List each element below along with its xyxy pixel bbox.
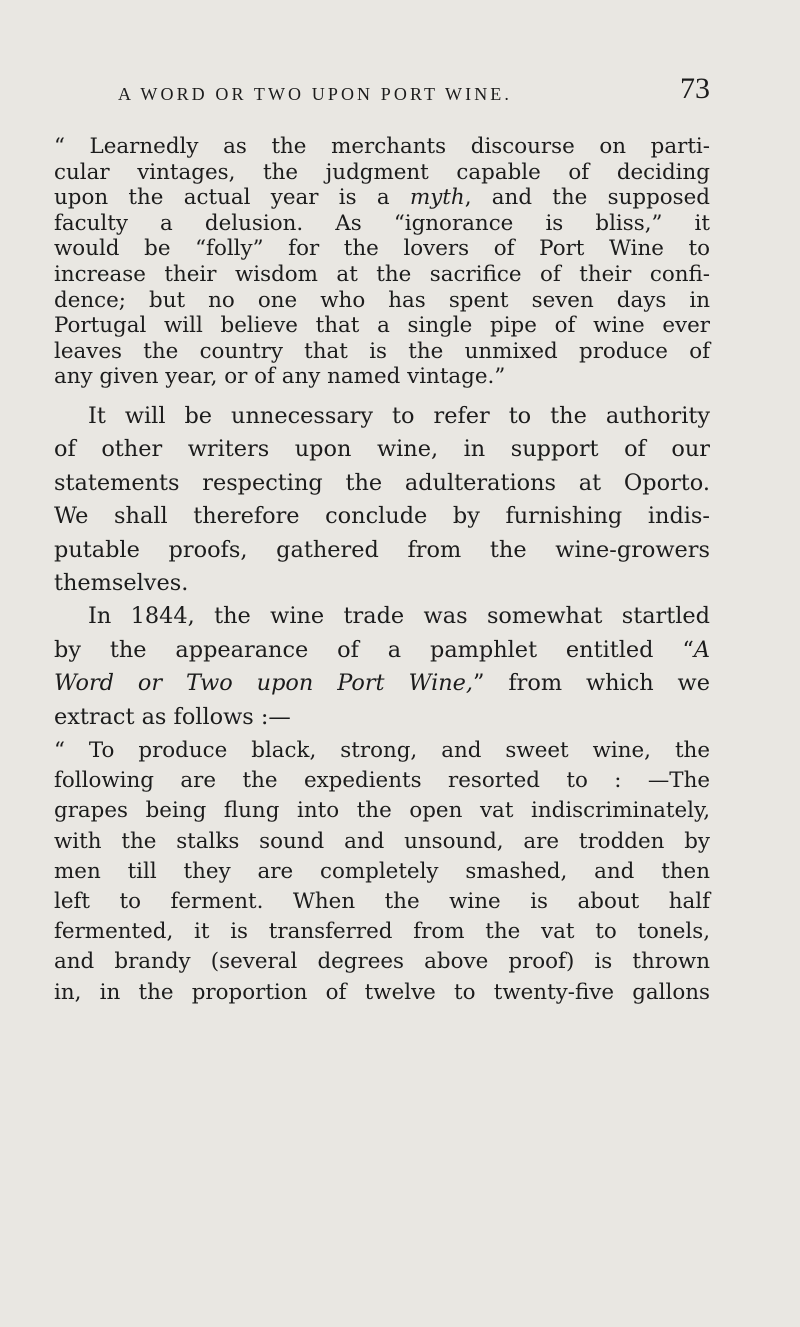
quote1-line: would be “folly” for the lovers of Port Wine to <box>54 236 710 262</box>
para2-text: by the appearance of a pamphlet entitled “ <box>54 636 694 663</box>
quote2-line: following are the expedients resorted to : —The <box>54 768 710 794</box>
para1-line: themselves. <box>54 569 189 596</box>
para1-line: putable proofs, gathered from the wine-growers <box>54 536 710 563</box>
quote1-line: “ Learnedly as the merchants discourse on parti- <box>54 134 710 159</box>
body-paragraph-2 <box>54 600 710 734</box>
page-header <box>118 72 710 118</box>
quote1-line: Portugal will believe that a single pipe of wine ever <box>54 313 710 339</box>
quote1-line: any given year, or of any named vintage.” <box>54 364 506 390</box>
running-title: A WORD OR TWO UPON PORT WINE. <box>118 84 513 104</box>
quote2-line: and brandy (several degrees above proof) is thrown <box>54 949 710 975</box>
quote2-line: in, in the proportion of twelve to twenty-five gallons <box>54 979 710 1005</box>
para1-line: of other writers upon wine, in support of our <box>54 436 710 463</box>
page-body <box>54 134 710 1008</box>
quote2-line: with the stalks sound and unsound, are trodden by <box>54 828 710 854</box>
quote1-line: cular vintages, the judgment capable of deciding <box>54 159 710 185</box>
para2-line: extract as follows :— <box>54 703 291 730</box>
quote1-line: faculty a delusion. As “ignorance is bliss,” it <box>54 210 710 236</box>
quote2-line: “ To produce black, strong, and sweet wine, the <box>54 738 710 763</box>
quote2-line: fermented, it is transferred from the vat to tonels, <box>54 919 710 945</box>
quote2-line: grapes being flung into the open vat indiscriminately, <box>54 798 710 824</box>
para2-line <box>54 634 710 667</box>
quote1-line: dence; but no one who has spent seven days in <box>54 287 710 313</box>
quote-paragraph-2 <box>54 736 710 1008</box>
quote2-line: left to ferment. When the wine is about half <box>54 889 710 915</box>
para1-line: We shall therefore conclude by furnishing indis- <box>54 503 710 530</box>
para1-line: It will be unnecessary to refer to the authority <box>88 402 710 429</box>
pamphlet-title-start: A <box>693 636 710 663</box>
quote2-line: men till they are completely smashed, and then <box>54 858 710 884</box>
quote-paragraph-1 <box>54 134 710 390</box>
quote1-line: upon the actual year is a myth, and the supposed <box>54 185 710 211</box>
body-paragraph-1 <box>54 400 710 600</box>
pamphlet-title: Word or Two upon Port Wine, <box>54 670 474 697</box>
para2-line <box>54 667 710 700</box>
page-number: 73 <box>680 72 710 105</box>
quote1-line: increase their wisdom at the sacrifice of their confi- <box>54 261 710 287</box>
para2-line: In 1844, the wine trade was somewhat startled <box>88 603 710 630</box>
para2-text: ” from which we <box>473 670 710 697</box>
para1-line: statements respecting the adulterations at Oporto. <box>54 469 710 496</box>
quote1-line: leaves the country that is the unmixed produce of <box>54 338 710 364</box>
